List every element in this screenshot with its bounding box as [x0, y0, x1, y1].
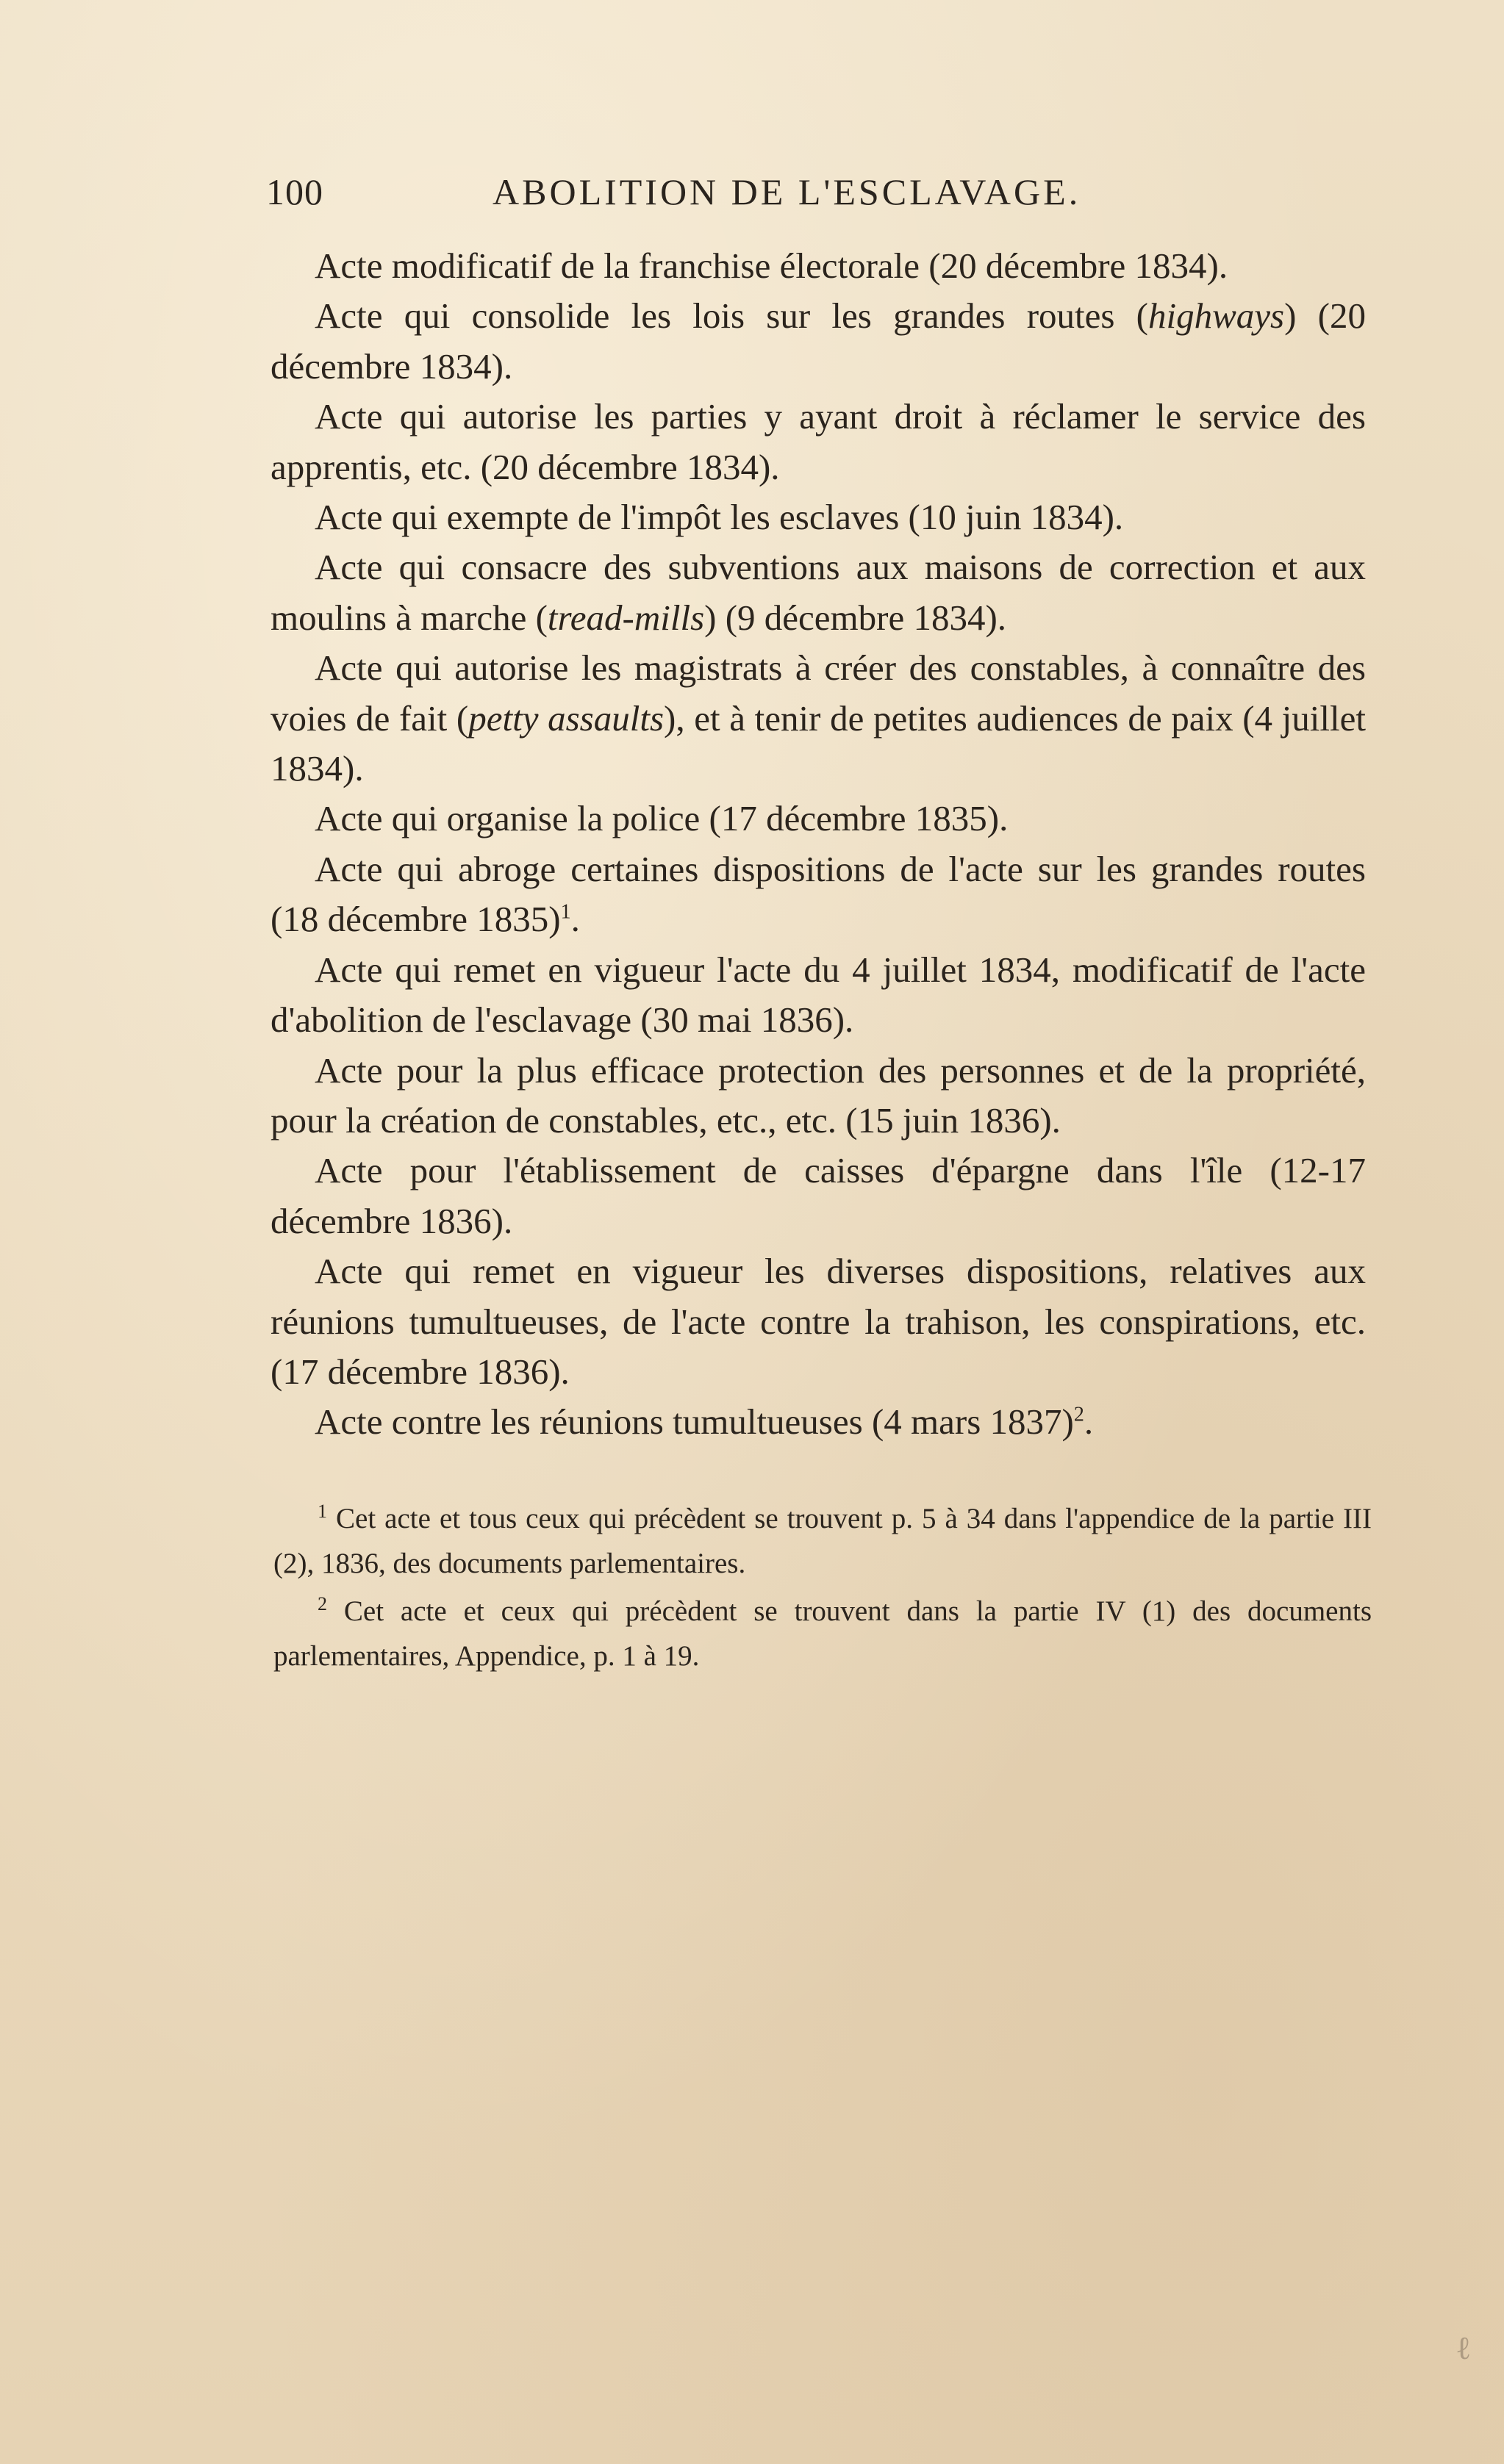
paper-mark: ℓ: [1455, 2330, 1472, 2367]
act-entry: Acte qui consolide les lois sur les grandes routes (highways) (20 décembre 1834).: [271, 295, 1366, 387]
act-entry: Acte qui consacre des subventions aux maisons de correction et aux moulins à marche (tread-mills) (9 décembre 1834).: [271, 547, 1366, 638]
act-entry: Acte qui organise la police (17 décembre 1835).: [315, 798, 1009, 839]
footnote: $^2$ Cet acte et ceux qui précèdent se trouvent dans la partie IV (1) des documents parlementaires, Appendice, p. 1 à 19.: [273, 1593, 1372, 1672]
footnote-mark: 2: [318, 1593, 327, 1614]
act-entry: Acte pour l'établissement de caisses d'épargne dans l'île (12-17 décembre 1836).: [271, 1150, 1366, 1241]
page-number: 100: [266, 171, 323, 212]
act-entry: Acte qui abroge certaines dispositions de l'acte sur les grandes routes (18 décembre 1835)$^1$.: [271, 848, 1366, 940]
acts-list: [271, 241, 1366, 1448]
act-entry: Acte qui exempte de l'impôt les esclaves (10 juin 1834).: [315, 497, 1124, 538]
footnote: $^1$ Cet acte et tous ceux qui précèdent se trouvent p. 5 à 34 dans l'appendice de la partie III (2), 1836, des documents parlementaires.: [273, 1501, 1372, 1579]
act-entry: Acte qui remet en vigueur l'acte du 4 juillet 1834, modificatif de l'acte d'abolition de l'esclavage (30 mai 1836).: [271, 949, 1366, 1041]
act-entry: Acte qui autorise les parties y ayant droit à réclamer le service des apprentis, etc. (20 décembre 1834).: [271, 396, 1366, 487]
footnote-ref: 2: [1073, 1404, 1084, 1427]
italic-term: petty assaults: [468, 697, 665, 739]
act-entry: Acte contre les réunions tumultueuses (4 mars 1837)$^2$.: [315, 1401, 1094, 1443]
footnotes: [273, 1496, 1372, 1678]
running-title: ABOLITION DE L'ESCLAVAGE.: [493, 171, 1081, 212]
act-entry: Acte qui autorise les magistrats à créer des constables, à connaître des voies de fait (petty assaults), et à tenir de petites audiences de paix (4 juillet 1834).: [271, 647, 1366, 789]
footnote-ref: 1: [560, 900, 571, 924]
running-head: [266, 170, 1104, 223]
footnote-mark: 1: [318, 1501, 327, 1522]
italic-term: tread-mills: [547, 597, 705, 638]
act-entry: Acte pour la plus efficace protection des personnes et de la propriété, pour la création de constables, etc., etc. (15 juin 1836).: [271, 1049, 1366, 1141]
italic-term: highways: [1148, 295, 1285, 337]
act-entry: Acte modificatif de la franchise électorale (20 décembre 1834).: [315, 245, 1228, 286]
act-entry: Acte qui remet en vigueur les diverses dispositions, relatives aux réunions tumultueuses, de l'acte contre la trahison, les conspirations, etc. (17 décembre 1836).: [271, 1251, 1366, 1392]
